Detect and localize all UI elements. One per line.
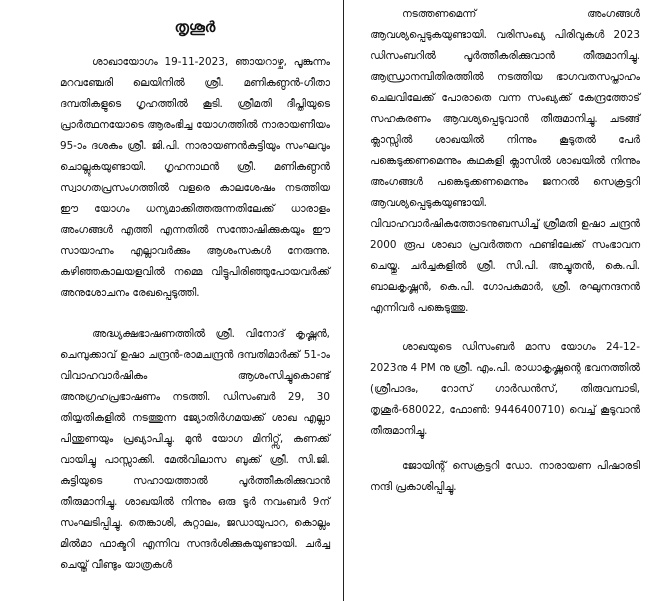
article-title: തൃശൂർ <box>174 18 216 36</box>
right-column <box>370 0 640 498</box>
paragraph-meeting-report: ശാഖായോഗം 19-11-2023, ഞായറാഴ്ച, പൂങ്കുന്നം മറവഞ്ചേരി ലെയിനിൽ ശ്രീ. മണികണ്ഠൻ-ഗീതാ ദമ്പതികളുടെ ഗൃഹത്തിൽ കൂടി. ശ്രീമതി ദീപ്തിയുടെ പ്രാർത്ഥനയോടെ ആരംഭിച്ച യോഗത്തിൽ നാരായണീയം 95-ാം ദശകം ശ്രീ. ജി.പി. നാരായണൻകുട്ടിയും സംഘവും ചൊല്ലുകയുണ്ടായി. ഗൃഹനാഥൻ ശ്രീ. മണികണ്ഠൻ സ്വാഗതപ്രസംഗത്തിൽ വളരെ കാലശേഷം നടത്തിയ ഈ യോഗം ധന്യമാക്കിത്തരുന്നതിലേക്ക് ധാരാളം അംഗങ്ങൾ എത്തി എന്നതിൽ സന്തോഷിക്കുകയും ഈ സായാഹ്നം എല്ലാവർക്കും ആശംസകൾ നേരുന്നു. കഴിഞ്ഞകാലയളവിൽ നമ്മെ വിട്ടുപിരിഞ്ഞുപോയവർക്ക് അനുശോചനം രേഖപ്പെടുത്തി. <box>60 56 330 299</box>
column-divider <box>343 0 344 601</box>
paragraph-next-meeting: ശാഖയുടെ ഡിസംബർ മാസ യോഗം 24-12-2023നു 4 PM നു ശ്രീ. എം.പി. രാധാകൃഷ്ണന്റെ ഭവനത്തിൽ (ശ്രീപാദം, റോസ് ഗാർഡൻസ്, തിരുവമ്പാടി, തൃശൂർ-680022, ഫോൺ: 9446400710) വെച്ച് കൂടുവാൻ തീരുമാനിച്ചു. <box>370 341 640 437</box>
paragraph-presidential-address: അദ്ധ്യക്ഷഭാഷണത്തിൽ ശ്രീ. വിനോദ് കൃഷ്ണൻ, ചെമ്പുക്കാവ് ഉഷാ ചന്ദ്രൻ-രാമചന്ദ്രൻ ദമ്പതിമാർക്ക് 51-ാം വിവാഹവാർഷികം ആശംസിച്ചുകൊണ്ട് അനുഗ്രഹപ്രഭാഷണം നടത്തി. ഡിസംബർ 29, 30 തിയ്യതികളിൽ നടത്തുന്ന ജ്യോതിർഗമയക്ക് ശാഖ എല്ലാ പിന്തുണയും പ്രഖ്യാപിച്ചു. മുൻ യോഗ മിനിറ്റ്സ്, കണക്ക് വായിച്ചു പാസ്സാക്കി. മേൽവിലാസ ബുക്ക് ശ്രീ. സി.ജി. കുട്ടിയുടെ സഹായത്താൽ പൂർത്തീകരിക്കുവാൻ തീരുമാനിച്ചു. ശാഖയിൽ നിന്നും ഒരു ടൂർ നവംബർ 9ന് സംഘടിപ്പിച്ചു. തെങ്കാശി, കുറ്റാലം, ജഡായുപാറ, കൊല്ലം മിൽമാ ഫാക്ടറി എന്നിവ സന്ദർശിക്കുകയുണ്ടായി. ചർച്ച ചെയ്ത് വീണ്ടും യാത്രകൾ <box>60 328 330 571</box>
left-column <box>60 0 330 576</box>
paragraph-decisions: നടത്തണമെന്ന് അംഗങ്ങൾ ആവശ്യപ്പെടുകയുണ്ടായി. വരിസംഖ്യ പിരിവുകൾ 2023 ഡിസംബറിൽ പൂർത്തീകരിക്കുവാൻ തീരുമാനിച്ചു. ആന്ധ്രാനമ്പിതിരത്തിൽ നടത്തിയ ഭാഗവതസപ്താഹം ചെലവിലേക്ക് പോരാതെ വന്ന സംഖ്യക്ക് കേന്ദ്രത്തോട് സഹകരണം ആവശ്യപ്പെടുവാൻ തീരുമാനിച്ചു. ചടങ്ങ് ക്ലാസ്സിൽ ശാഖയിൽ നിന്നും കൂടുതൽ പേർ പങ്കെടുക്കണമെന്നും കഥകളി ക്ലാസിൽ ശാഖയിൽ നിന്നും അംഗങ്ങൾ പങ്കെടുക്കണമെന്നും ജനറൽ സെക്രട്ടറി ആവശ്യപ്പെടുകയുണ്ടായി. വിവാഹവാർഷികത്തോടനുബന്ധിച്ച് ശ്രീമതി ഉഷാ ചന്ദ്രൻ 2000 രൂപ ശാഖാ പ്രവർത്തന ഫണ്ടിലേക്ക് സംഭാവന ചെയ്തു. ചർച്ചകളിൽ ശ്രീ. സി.പി. അച്ചുതൻ, കെ.പി. ബാലകൃഷ്ണൻ, കെ.പി. ഗോപകുമാർ, ശ്രീ. രഘുനന്ദനൻ എന്നിവർ പങ്കെടുത്തു. <box>370 8 640 314</box>
paragraph-vote-of-thanks: ജോയിന്റ് സെക്രട്ടറി ഡോ. നാരായണ പിഷാരടി നന്ദി പ്രകാശിപ്പിച്ചു. <box>370 460 640 493</box>
